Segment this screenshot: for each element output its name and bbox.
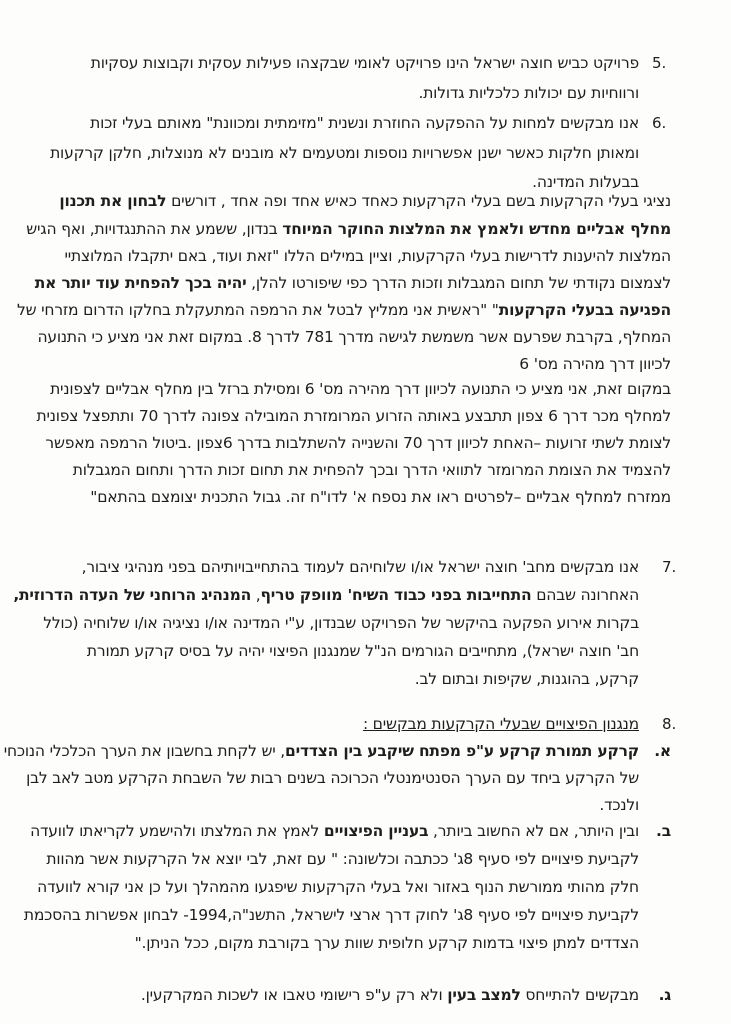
- subitem-b-marker: ב.: [656, 822, 671, 840]
- subitem-c-marker: ג.: [658, 986, 671, 1004]
- item-8-heading: מנגנון הפיצויים שבעלי הקרקעות מבקשים :: [362, 715, 639, 733]
- item-number-7: 7.: [662, 558, 677, 576]
- subitem-a-line-3: ולנכד.: [599, 796, 639, 814]
- paragraph-line-3: המלצות להיענות לדרישות בעלי הקרקעות, וציין במילים הללו "זאת ועוד, באם יתקבלו המלוצתיי: [64, 247, 671, 265]
- subitem-b-line-3: חלק מהותי ממורשת הנוף באזור ואל בעלי הקרקעות שיפגעו מהמהלך ועל כן אני קורא לוועדה: [37, 878, 639, 896]
- paragraph-line-10: לצומת לשתי זרועות –האחת לכיוון דרך 70 והשנייה להשתלבות בדרך 6צפון .ביטול הרמפה מאפשר: [45, 434, 671, 452]
- item-number-6: 6.: [652, 114, 667, 132]
- paragraph-line-9: למחלף מכר דרך 6 צפון תתבצע באותה הזרוע המרומזרת המובילה צפונה לדרך 70 ותתפצל צפונית: [36, 407, 671, 425]
- paragraph-line-2: מחלף אבליים מחדש ולאמץ את המלצות החוקר המיוחד בנדון, ששמע את ההתנגדויות, ואף הגיש: [26, 220, 671, 238]
- subitem-b-line-2: לקביעת פיצויים לפי סעיף 8ג' ככתבה וכלשונה: " עם זאת, לבי יוצא אל הקרקעות אשר מהוות: [46, 850, 639, 868]
- item-7-line-4: חב' חוצה ישראל), מתחייבים הגורמים הנ"ל שמנגנון הפיצוי יהיה על בסיס קרקע תמורת: [86, 642, 639, 660]
- item-7-line-3: בקרות אירוע הפקעה בהיקשר של הפרויקט שבנדון, ע"י המדינה או/ו נציגיה או/ו שלוחיה (כולל: [43, 614, 639, 632]
- subitem-b-line-1: ובין היותר, אם לא החשוב ביותר, בעניין הפיצויים לאמץ את המלצתו ולהישמע לקריאתו לוועדה: [30, 822, 639, 840]
- subitem-a-marker: א.: [654, 742, 671, 760]
- item-5-line-2: ורווחיות עם יכולות כלכליות גדולות.: [418, 84, 639, 102]
- item-6-line-2: ומאותן חלקות כאשר ישנן אפשרויות נוספות ומטעמים לא מובנים לא מנוצלות, חלקן קרקעות: [50, 144, 639, 162]
- subitem-c-line-1: מבקשים להתייחס למצב בעין ולא רק ע"פ רישומי טאבו או לשכות המקרקעין.: [140, 986, 639, 1004]
- item-number-5: 5.: [652, 54, 667, 72]
- subitem-b-line-4: לקביעת פיצויים לפי סעיף 8ג' לחוק דרך ארצי לישראל, התשנ"ה,1994- לבחון אפשרות בהסכמת: [23, 906, 639, 924]
- subitem-a-line-2: של הקרקע ביחד עם הערך הסנטימנטלי הכרוכה בשנים רבות של השבחת הקרקע מטב לאב לבן: [26, 769, 639, 787]
- item-6-line-1: אנו מבקשים למחות על ההפקעה החוזרת ונשנית "מזימתית ומכוונת" מאותם בעלי זכות: [90, 114, 639, 132]
- item-6-line-3: בבעלות המדינה.: [532, 173, 639, 191]
- paragraph-line-5: הפגיעה בבעלי הקרקעות" "ראשית אני ממליץ לבטל את הרמפה המתעקלת בחלקו הדרום מזרחי של: [17, 301, 671, 319]
- item-5-line-1: פרויקט כביש חוצה ישראל הינו פרויקט לאומי שבקצהו פעילות עסקית וקבוצות עסקיות: [90, 54, 639, 72]
- subitem-b-line-5: הצדדים למתן פיצוי בדמות קרקע חלופית שוות ערך בקורבת מקום, ככל הניתן.": [134, 934, 639, 952]
- paragraph-line-1: נציגי בעלי הקרקעות בשם בעלי הקרקעות כאחד כאיש אחד ופה אחד , דורשים לבחון את תכנון: [59, 192, 671, 210]
- subitem-a-line-1: קרקע תמורת קרקע ע"פ מפתח שיקבע בין הצדדים, יש לקחת בחשבון את הערך הכלכלי הנוכחי: [3, 742, 639, 760]
- item-7-line-2: האחרונה שבהם התחייבות בפני כבוד השיח' מוופק טריף, המנהיג הרוחני של העדה הדרוזית,: [13, 586, 639, 604]
- paragraph-line-11: להצמיד את הצומת המרומזר לתוואי הדרך ובכך להפחית את תחום זכות הדרך ותחום המגבלות: [72, 461, 671, 479]
- paragraph-line-7: לכיוון דרך מהירה מס' 6: [519, 355, 671, 373]
- paragraph-line-4: לצמצום נקודתי של תחום המגבלות וזכות הדרך כפי שיפורטו להלן, יהיה בכך להפחית עוד יותר את: [34, 274, 671, 292]
- paragraph-line-8: במקום זאת, אני מציע כי התנועה לכיוון דרך מהירה מס' 6 ומסילת ברזל בין מחלף אבליים לצפונית: [50, 380, 671, 398]
- paragraph-line-6: המחלף, בקרבת שפרעם אשר משמשת לגישה מדרך 781 לדרך 8. במקום זאת אני מציע כי התנועה: [37, 328, 671, 346]
- item-7-line-5: קרקע, בהוגנות, שקיפות ובתום לב.: [414, 670, 639, 688]
- paragraph-line-12: ממזרח למחלף אבליים –לפרטים ראו את נספח א' לדו"ח זה. גבול התכנית יצומצם בהתאם": [90, 488, 671, 506]
- item-number-8: 8.: [662, 715, 677, 733]
- item-7-line-1: אנו מבקשים מחב' חוצה ישראל או/ו שלוחיהם לעמוד בהתחייבויותיהם בפני מנהיגי ציבור,: [81, 558, 639, 576]
